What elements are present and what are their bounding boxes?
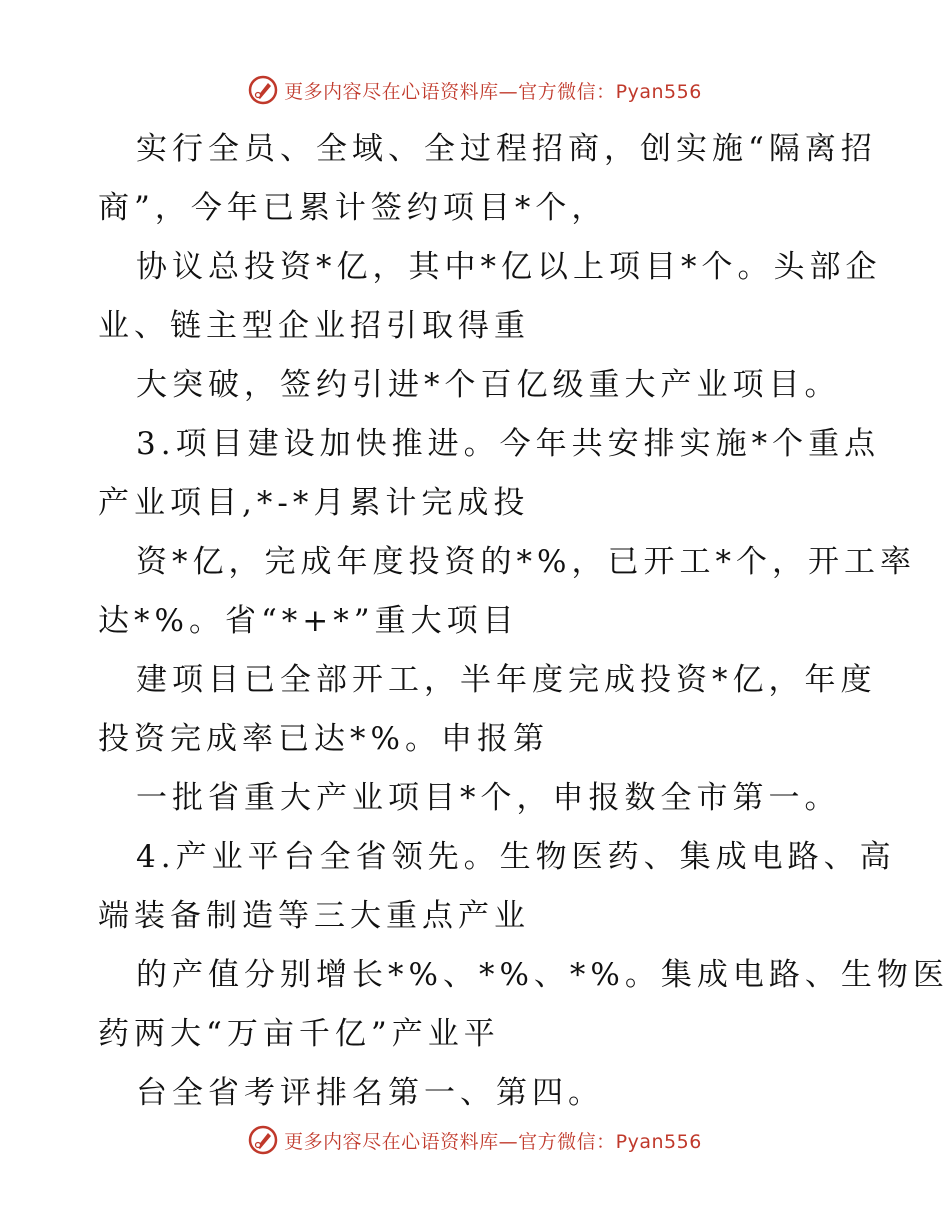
text-line: 协议总投资*亿，其中*亿以上项目*个。头部企 [136, 249, 882, 285]
text-line: 台全省考评排名第一、第四。 [136, 1075, 604, 1111]
text-line: 端装备制造等三大重点产业 [98, 898, 530, 934]
text-line: 3.项目建设加快推进。今年共安排实施*个重点 [136, 426, 881, 462]
header-banner-text: 更多内容尽在心语资料库—官方微信：Pyan556 [284, 80, 702, 103]
text-line: 大突破，签约引进*个百亿级重大产业项目。 [136, 367, 841, 403]
text-line: 4.产业平台全省领先。生物医药、集成电路、高 [136, 839, 896, 875]
quill-logo-icon [248, 75, 278, 105]
footer-banner [0, 1120, 950, 1160]
quill-logo-icon [248, 1125, 278, 1155]
text-line: 资*亿，完成年度投资的*%，已开工*个，开工率 [136, 544, 916, 580]
text-line: 建项目已全部开工，半年度完成投资*亿，年度 [136, 662, 877, 698]
text-line: 一批省重大产业项目*个，申报数全市第一。 [136, 780, 841, 816]
text-line: 达*%。省“*+*”重大项目 [98, 603, 519, 639]
header-banner [0, 70, 950, 110]
text-line: 业、链主型企业招引取得重 [98, 308, 530, 344]
document-body [98, 120, 949, 1123]
text-line: 实行全员、全域、全过程招商，创实施“隔离招 [136, 131, 877, 167]
footer-banner-text: 更多内容尽在心语资料库—官方微信：Pyan556 [284, 1130, 702, 1153]
text-line: 产业项目,*-*月累计完成投 [98, 485, 530, 521]
text-line: 投资完成率已达*%。申报第 [98, 721, 549, 757]
text-line: 药两大“万亩千亿”产业平 [98, 1016, 500, 1052]
text-line: 商”，今年已累计签约项目*个， [98, 190, 608, 226]
text-line: 的产值分别增长*%、*%、*%。集成电路、生物医 [136, 957, 949, 993]
